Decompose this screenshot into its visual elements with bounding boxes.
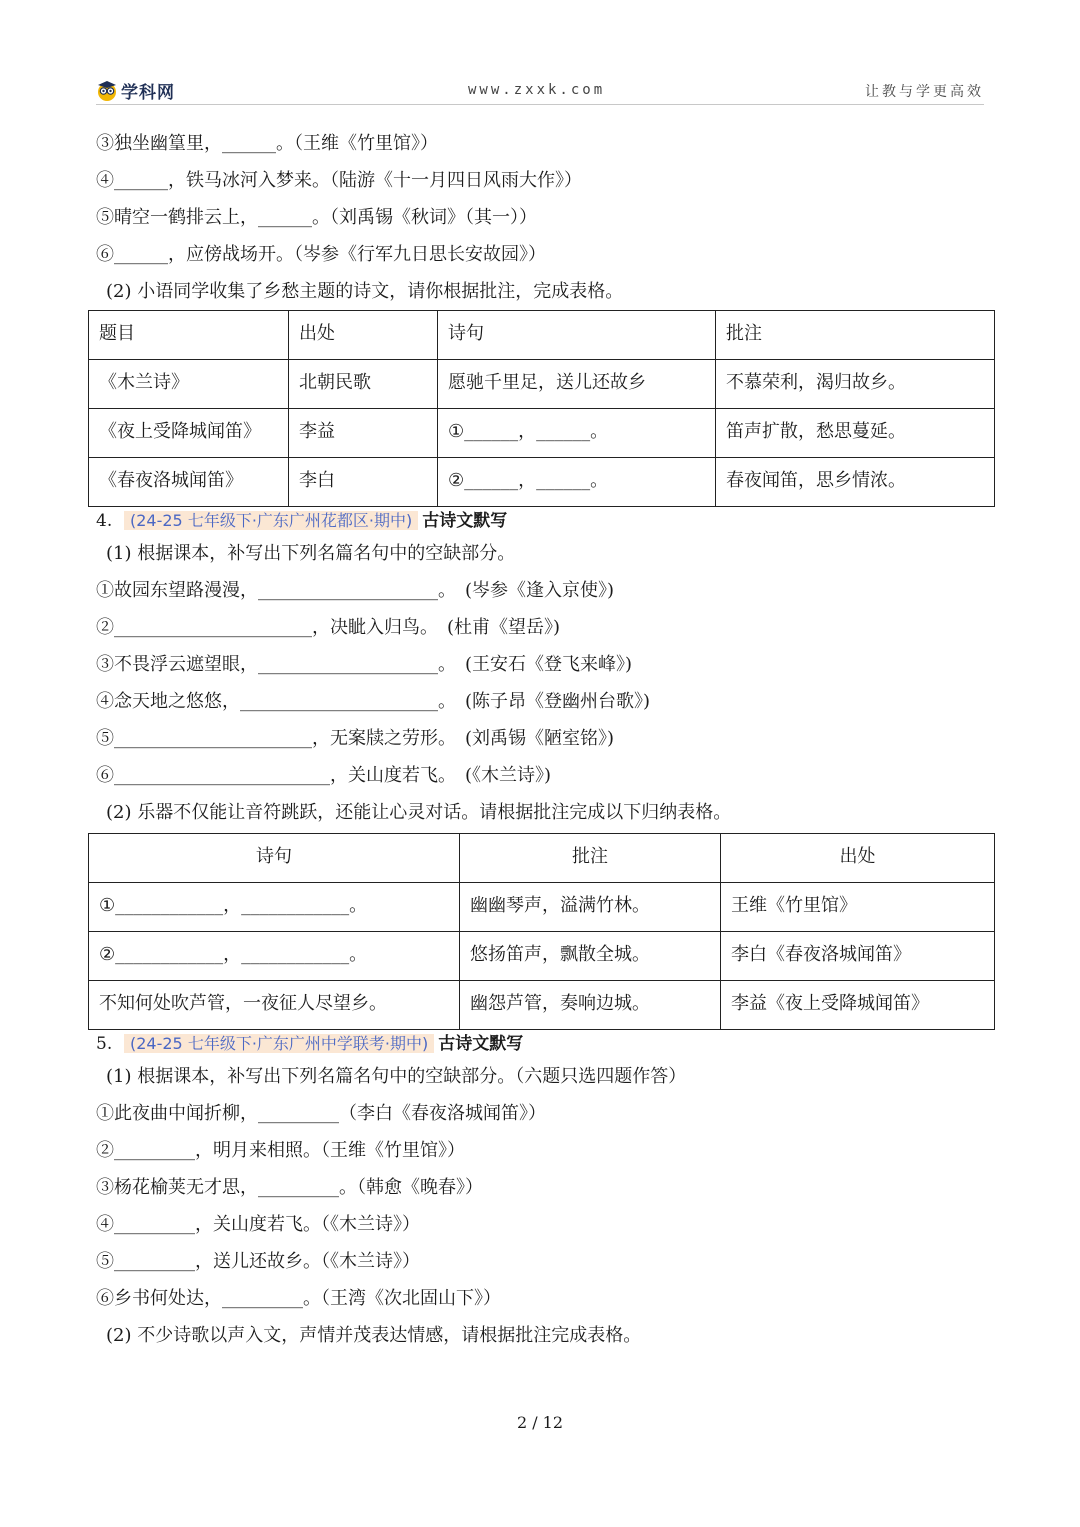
table-cell: 李益 bbox=[289, 409, 438, 458]
nostalgia-table bbox=[88, 310, 995, 507]
table-cell: 《木兰诗》 bbox=[89, 360, 289, 409]
table-cell: 不知何处吹芦管，一夜征人尽望乡。 bbox=[89, 981, 460, 1030]
fill-line: ⑥______，应傍战场开。（岑参《行军九日思长安故园》） bbox=[96, 244, 546, 265]
table-header-cell: 出处 bbox=[721, 834, 995, 883]
part-instruction: (2) 乐器不仅能让音符跳跃，还能让心灵对话。请根据批注完成以下归纳表格。 bbox=[106, 802, 732, 823]
brand-logo[interactable] bbox=[96, 78, 175, 103]
question-5 bbox=[96, 1030, 996, 1354]
question-number: 4. bbox=[96, 511, 113, 531]
fill-line: ⑤______________________，无案牍之劳形。 (刘禹锡《陋室铭》) bbox=[96, 728, 615, 749]
page-number: 2 / 12 bbox=[516, 1413, 564, 1432]
header-slogan: 让教与学更高效 bbox=[865, 84, 984, 100]
table-header-cell: 出处 bbox=[289, 311, 438, 360]
question-heading bbox=[96, 1030, 996, 1058]
part-instruction: (2) 不少诗歌以声入文，声情并茂表达情感，请根据批注完成表格。 bbox=[106, 1325, 642, 1346]
table-cell: 春夜闻笛，思乡情浓。 bbox=[716, 458, 995, 507]
answer-cell[interactable]: ①____________，____________。 bbox=[89, 883, 460, 932]
table-header-cell: 批注 bbox=[716, 311, 995, 360]
q3-continuation bbox=[96, 125, 996, 507]
fill-line: ②______________________，决眦入归鸟。 (杜甫《望岳》) bbox=[96, 617, 561, 638]
answer-cell[interactable]: ②____________，____________。 bbox=[89, 932, 460, 981]
part-instruction: (1) 根据课本，补写出下列名篇名句中的空缺部分。（六题只选四题作答） bbox=[106, 1066, 687, 1087]
instrument-table bbox=[88, 833, 995, 1030]
table-header-cell: 批注 bbox=[460, 834, 721, 883]
fill-line: ④______，铁马冰河入梦来。（陆游《十一月四日风雨大作》） bbox=[96, 170, 582, 191]
question-number: 5. bbox=[96, 1034, 113, 1054]
table-row bbox=[89, 883, 995, 932]
question-type: 古诗文默写 bbox=[438, 1034, 524, 1054]
table-cell: 幽怨芦管，奏响边城。 bbox=[460, 981, 721, 1030]
fill-line: ③杨花榆荚无才思，_________。（韩愈《晚春》） bbox=[96, 1177, 483, 1198]
answer-cell[interactable]: ②______，______。 bbox=[438, 458, 716, 507]
page-header bbox=[96, 78, 984, 105]
table-cell: 笛声扩散，愁思蔓延。 bbox=[716, 409, 995, 458]
fill-line: ①故园东望路漫漫，____________________。 (岑参《逢入京使》) bbox=[96, 580, 615, 601]
table-row bbox=[89, 458, 995, 507]
table-header-cell: 诗句 bbox=[438, 311, 716, 360]
fill-line: ④念天地之悠悠，______________________。 (陈子昂《登幽州台歌》) bbox=[96, 691, 651, 712]
table-cell: 愿驰千里足，送儿还故乡 bbox=[438, 360, 716, 409]
table-row bbox=[89, 360, 995, 409]
question-4 bbox=[96, 507, 996, 1030]
source-tag[interactable]: (24-25 七年级下·广东广州中学联考·期中) bbox=[124, 1034, 434, 1053]
table-cell: 李白《春夜洛城闻笛》 bbox=[721, 932, 995, 981]
table-cell: 北朝民歌 bbox=[289, 360, 438, 409]
part-instruction: (1) 根据课本，补写出下列名篇名句中的空缺部分。 bbox=[106, 543, 516, 564]
table-header-row bbox=[89, 834, 995, 883]
fill-line: ④_________，关山度若飞。（《木兰诗》） bbox=[96, 1214, 420, 1235]
table-row bbox=[89, 932, 995, 981]
table-cell: 李白 bbox=[289, 458, 438, 507]
table-cell: 悠扬笛声，飘散全城。 bbox=[460, 932, 721, 981]
table-row bbox=[89, 409, 995, 458]
part-instruction: (2) 小语同学收集了乡愁主题的诗文，请你根据批注，完成表格。 bbox=[106, 281, 624, 302]
logo-text: 学科网 bbox=[121, 83, 175, 103]
table-header-cell: 诗句 bbox=[89, 834, 460, 883]
fill-line: ③独坐幽篁里，______。（王维《竹里馆》） bbox=[96, 133, 438, 154]
table-cell: 李益《夜上受降城闻笛》 bbox=[721, 981, 995, 1030]
document-body bbox=[96, 125, 996, 1354]
fill-line: ⑤_________，送儿还故乡。（《木兰诗》） bbox=[96, 1251, 420, 1272]
owl-icon bbox=[96, 81, 118, 101]
site-url[interactable]: www.zxxk.com bbox=[468, 82, 606, 98]
table-header-row bbox=[89, 311, 995, 360]
source-tag[interactable]: (24-25 七年级下·广东广州花都区·期中) bbox=[124, 511, 418, 530]
fill-line: ③不畏浮云遮望眼，____________________。 (王安石《登飞来峰》) bbox=[96, 654, 633, 675]
table-cell: 不慕荣利，渴归故乡。 bbox=[716, 360, 995, 409]
answer-cell[interactable]: ①______，______。 bbox=[438, 409, 716, 458]
table-cell: 《夜上受降城闻笛》 bbox=[89, 409, 289, 458]
fill-line: ①此夜曲中闻折柳，_________（李白《春夜洛城闻笛》） bbox=[96, 1103, 546, 1124]
fill-line: ⑥乡书何处达，_________。（王湾《次北固山下》） bbox=[96, 1288, 501, 1309]
table-header-cell: 题目 bbox=[89, 311, 289, 360]
fill-line: ②_________，明月来相照。（王维《竹里馆》） bbox=[96, 1140, 465, 1161]
fill-line: ⑤晴空一鹤排云上，______。（刘禹锡《秋词》（其一）） bbox=[96, 207, 537, 228]
question-heading bbox=[96, 507, 996, 535]
table-cell: 《春夜洛城闻笛》 bbox=[89, 458, 289, 507]
question-type: 古诗文默写 bbox=[422, 511, 508, 531]
table-row bbox=[89, 981, 995, 1030]
fill-line: ⑥________________________，关山度若飞。 (《木兰诗》) bbox=[96, 765, 552, 786]
table-cell: 幽幽琴声，溢满竹林。 bbox=[460, 883, 721, 932]
table-cell: 王维《竹里馆》 bbox=[721, 883, 995, 932]
